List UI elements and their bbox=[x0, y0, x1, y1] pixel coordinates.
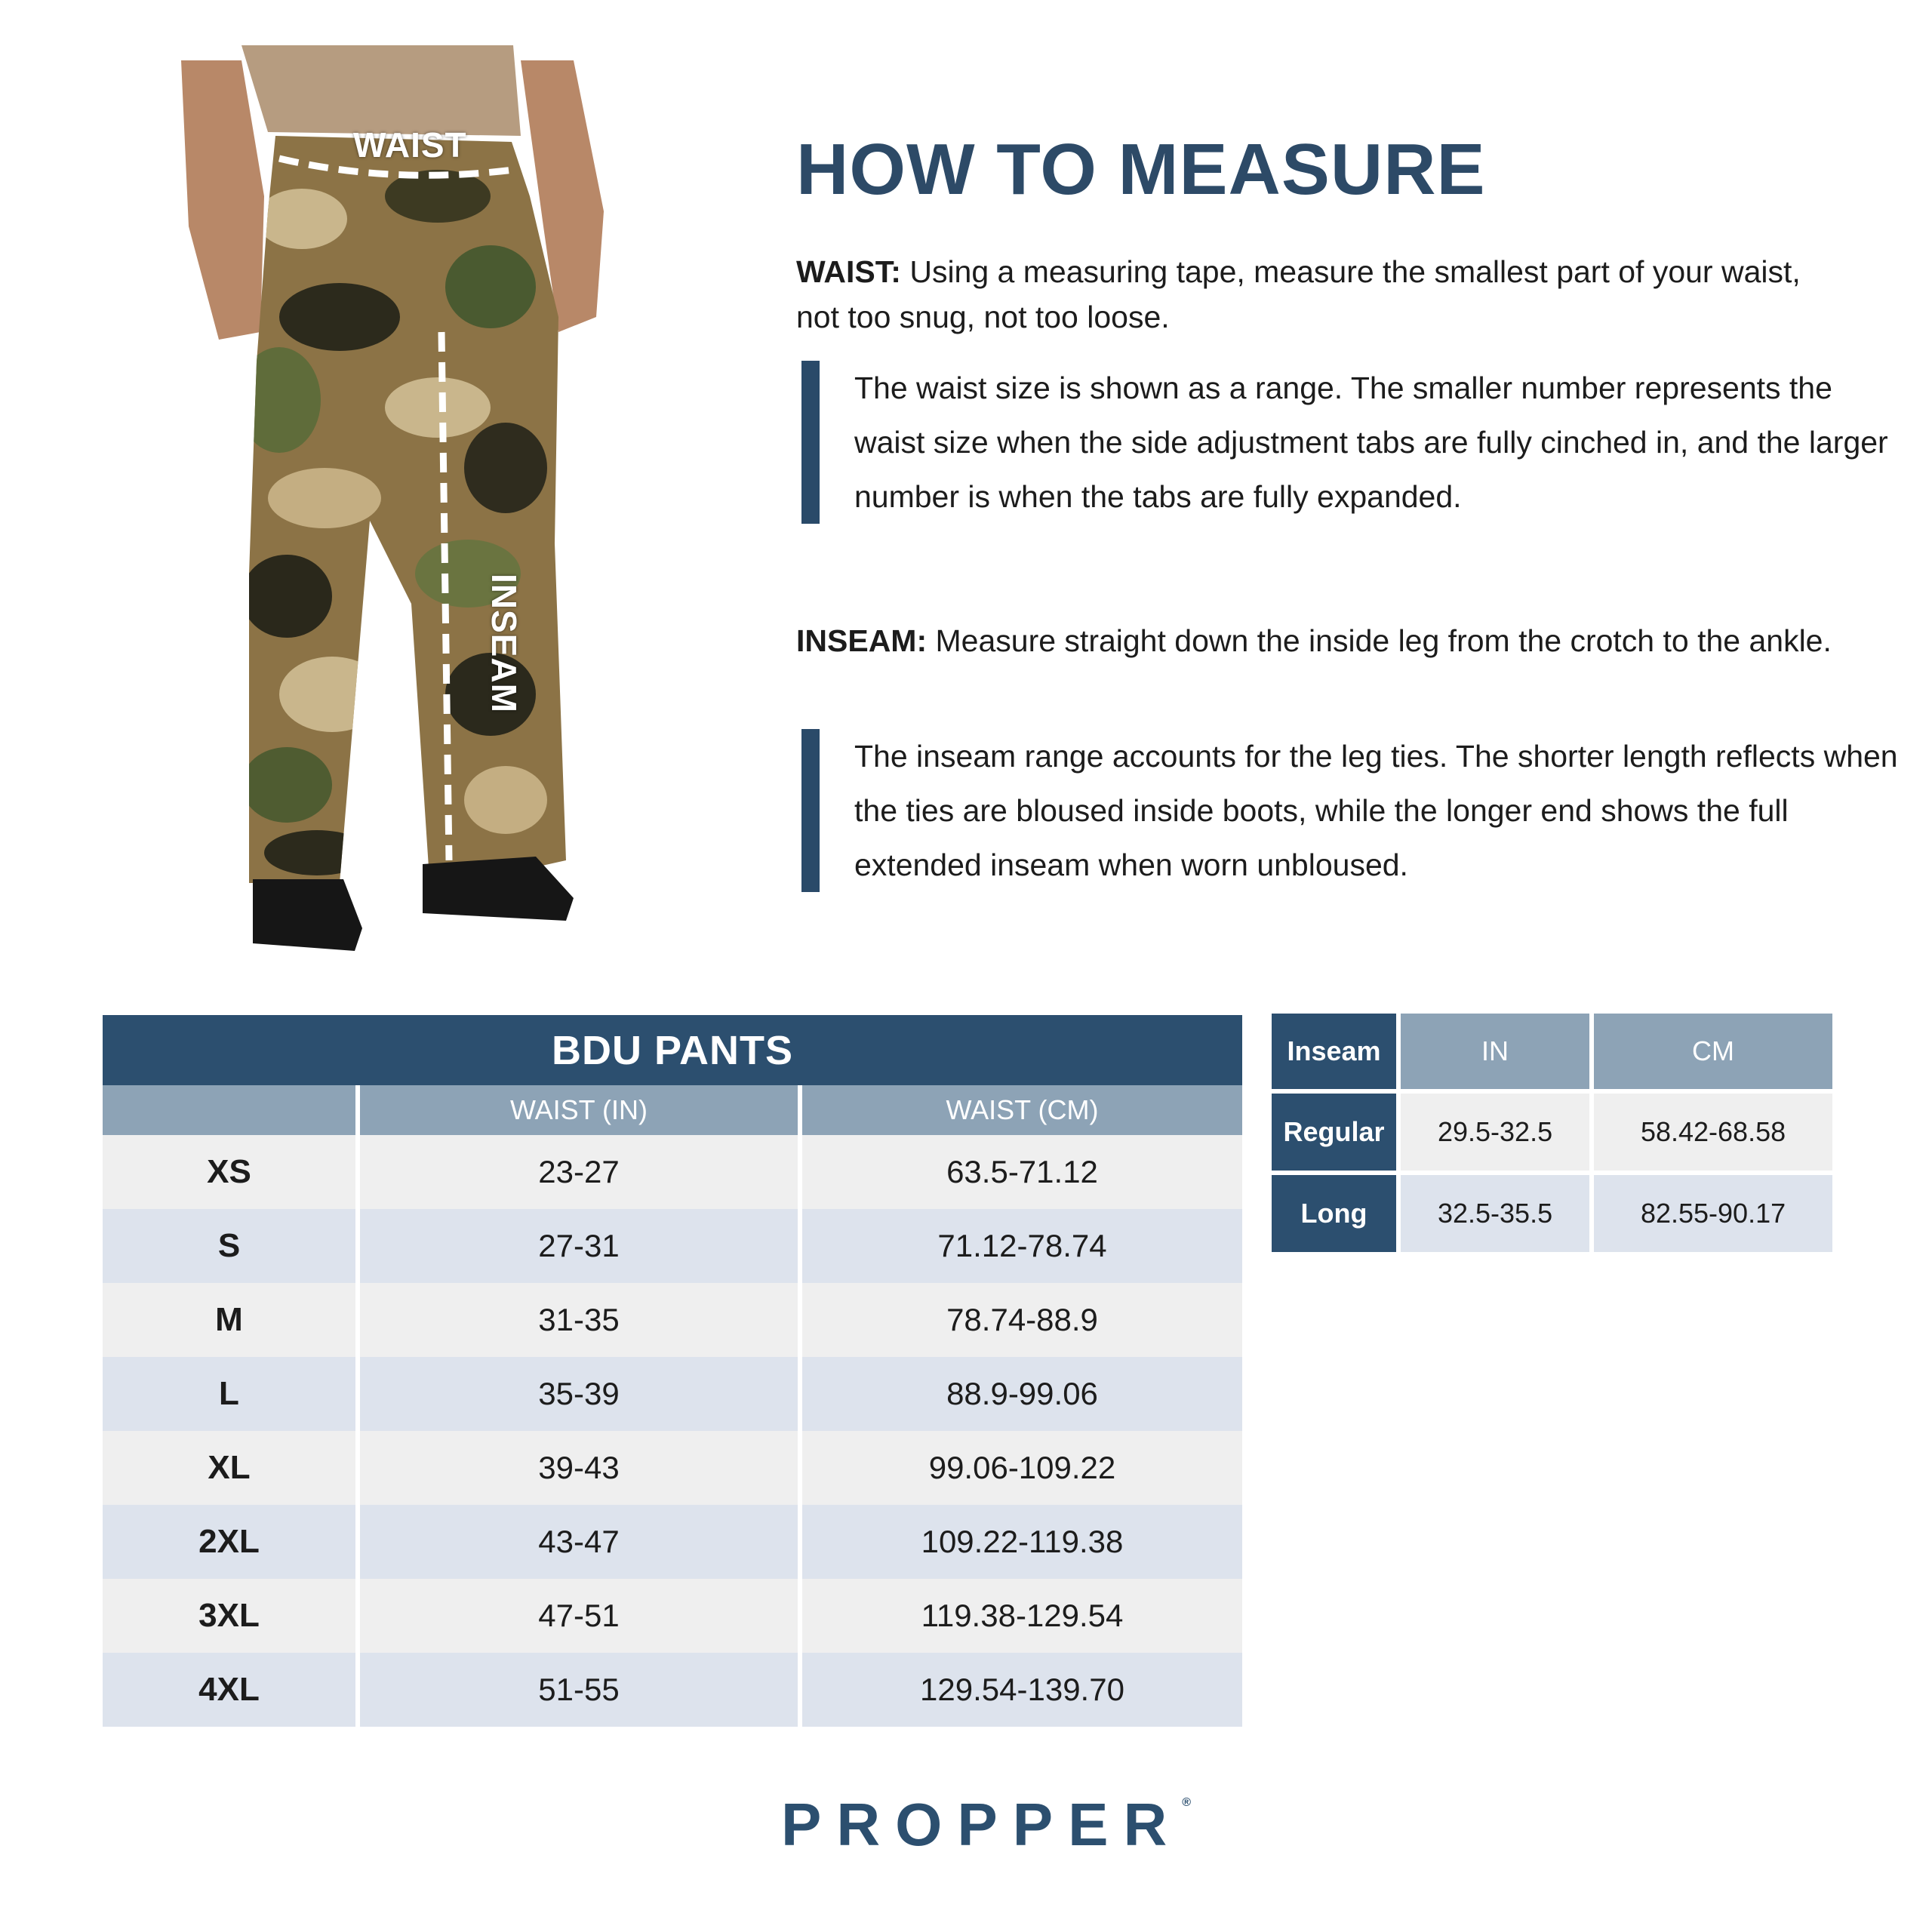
waist-text: Using a measuring tape, measure the smallest part of your waist, not too snug, not too loose. bbox=[796, 254, 1801, 334]
waist-cm-cell: 129.54-139.70 bbox=[800, 1653, 1242, 1727]
inseam-heading: INSEAM: bbox=[796, 623, 928, 658]
inseam-table bbox=[1267, 1009, 1837, 1257]
waist-in-cell: 39-43 bbox=[358, 1431, 800, 1505]
waist-cm-cell: 88.9-99.06 bbox=[800, 1357, 1242, 1431]
trademark-symbol: ® bbox=[1182, 1796, 1192, 1809]
inseam-text: Measure straight down the inside leg from the crotch to the ankle. bbox=[935, 623, 1832, 658]
waist-in-cell: 47-51 bbox=[358, 1579, 800, 1653]
table-row bbox=[103, 1653, 1242, 1727]
size-cell: 2XL bbox=[103, 1505, 358, 1579]
waist-cm-cell: 71.12-78.74 bbox=[800, 1209, 1242, 1283]
waist-note: The waist size is shown as a range. The smaller number represents the waist size when the side adjustment tabs are fully cinched in, and the larger number is when the tabs are fully expanded. bbox=[801, 361, 1903, 524]
size-table-title: BDU PANTS bbox=[103, 1015, 1242, 1085]
waist-in-cell: 27-31 bbox=[358, 1209, 800, 1283]
in-column-header: IN bbox=[1401, 1014, 1589, 1089]
table-row bbox=[103, 1505, 1242, 1579]
inseam-column-header: Inseam bbox=[1272, 1014, 1396, 1089]
inseam-label: INSEAM bbox=[485, 574, 524, 713]
table-row bbox=[103, 1135, 1242, 1209]
table-row bbox=[103, 1579, 1242, 1653]
inseam-in-cell: 29.5-32.5 bbox=[1401, 1094, 1589, 1171]
waist-in-cell: 23-27 bbox=[358, 1135, 800, 1209]
inseam-instructions bbox=[796, 614, 1838, 668]
table-row bbox=[1272, 1094, 1832, 1171]
waist-in-cell: 43-47 bbox=[358, 1505, 800, 1579]
waist-cm-cell: 63.5-71.12 bbox=[800, 1135, 1242, 1209]
waist-instructions bbox=[796, 249, 1838, 340]
size-column-header bbox=[103, 1085, 358, 1135]
inseam-label-cell: Long bbox=[1272, 1175, 1396, 1252]
waist-label: WAIST bbox=[353, 125, 467, 165]
waist-cm-cell: 109.22-119.38 bbox=[800, 1505, 1242, 1579]
cm-column-header: CM bbox=[1594, 1014, 1832, 1089]
table-row bbox=[1272, 1175, 1832, 1252]
table-row bbox=[103, 1283, 1242, 1357]
size-cell: 4XL bbox=[103, 1653, 358, 1727]
inseam-note: The inseam range accounts for the leg ties. The shorter length reflects when the ties are bloused inside boots, while the longer end shows the full extended inseam when worn unbloused. bbox=[801, 729, 1903, 892]
how-to-measure-title: HOW TO MEASURE bbox=[796, 129, 1486, 210]
table-row bbox=[103, 1357, 1242, 1431]
logo-text: PROPPER bbox=[781, 1791, 1183, 1858]
waist-in-column-header: WAIST (IN) bbox=[358, 1085, 800, 1135]
pants-illustration bbox=[113, 45, 641, 981]
inseam-in-cell: 32.5-35.5 bbox=[1401, 1175, 1589, 1252]
size-cell: 3XL bbox=[103, 1579, 358, 1653]
waist-cm-column-header: WAIST (CM) bbox=[800, 1085, 1242, 1135]
size-cell: S bbox=[103, 1209, 358, 1283]
inseam-cm-cell: 58.42-68.58 bbox=[1594, 1094, 1832, 1171]
waist-in-cell: 51-55 bbox=[358, 1653, 800, 1727]
size-cell: L bbox=[103, 1357, 358, 1431]
inseam-label-cell: Regular bbox=[1272, 1094, 1396, 1171]
size-cell: XL bbox=[103, 1431, 358, 1505]
size-cell: XS bbox=[103, 1135, 358, 1209]
size-cell: M bbox=[103, 1283, 358, 1357]
waist-cm-cell: 119.38-129.54 bbox=[800, 1579, 1242, 1653]
waist-cm-cell: 99.06-109.22 bbox=[800, 1431, 1242, 1505]
waist-in-cell: 31-35 bbox=[358, 1283, 800, 1357]
table-row bbox=[103, 1431, 1242, 1505]
waist-cm-cell: 78.74-88.9 bbox=[800, 1283, 1242, 1357]
propper-logo bbox=[781, 1790, 1191, 1860]
table-row bbox=[103, 1209, 1242, 1283]
camo-pants-figure bbox=[113, 45, 641, 981]
waist-in-cell: 35-39 bbox=[358, 1357, 800, 1431]
inseam-cm-cell: 82.55-90.17 bbox=[1594, 1175, 1832, 1252]
bdu-size-table bbox=[103, 1015, 1242, 1727]
waist-heading: WAIST: bbox=[796, 254, 901, 289]
